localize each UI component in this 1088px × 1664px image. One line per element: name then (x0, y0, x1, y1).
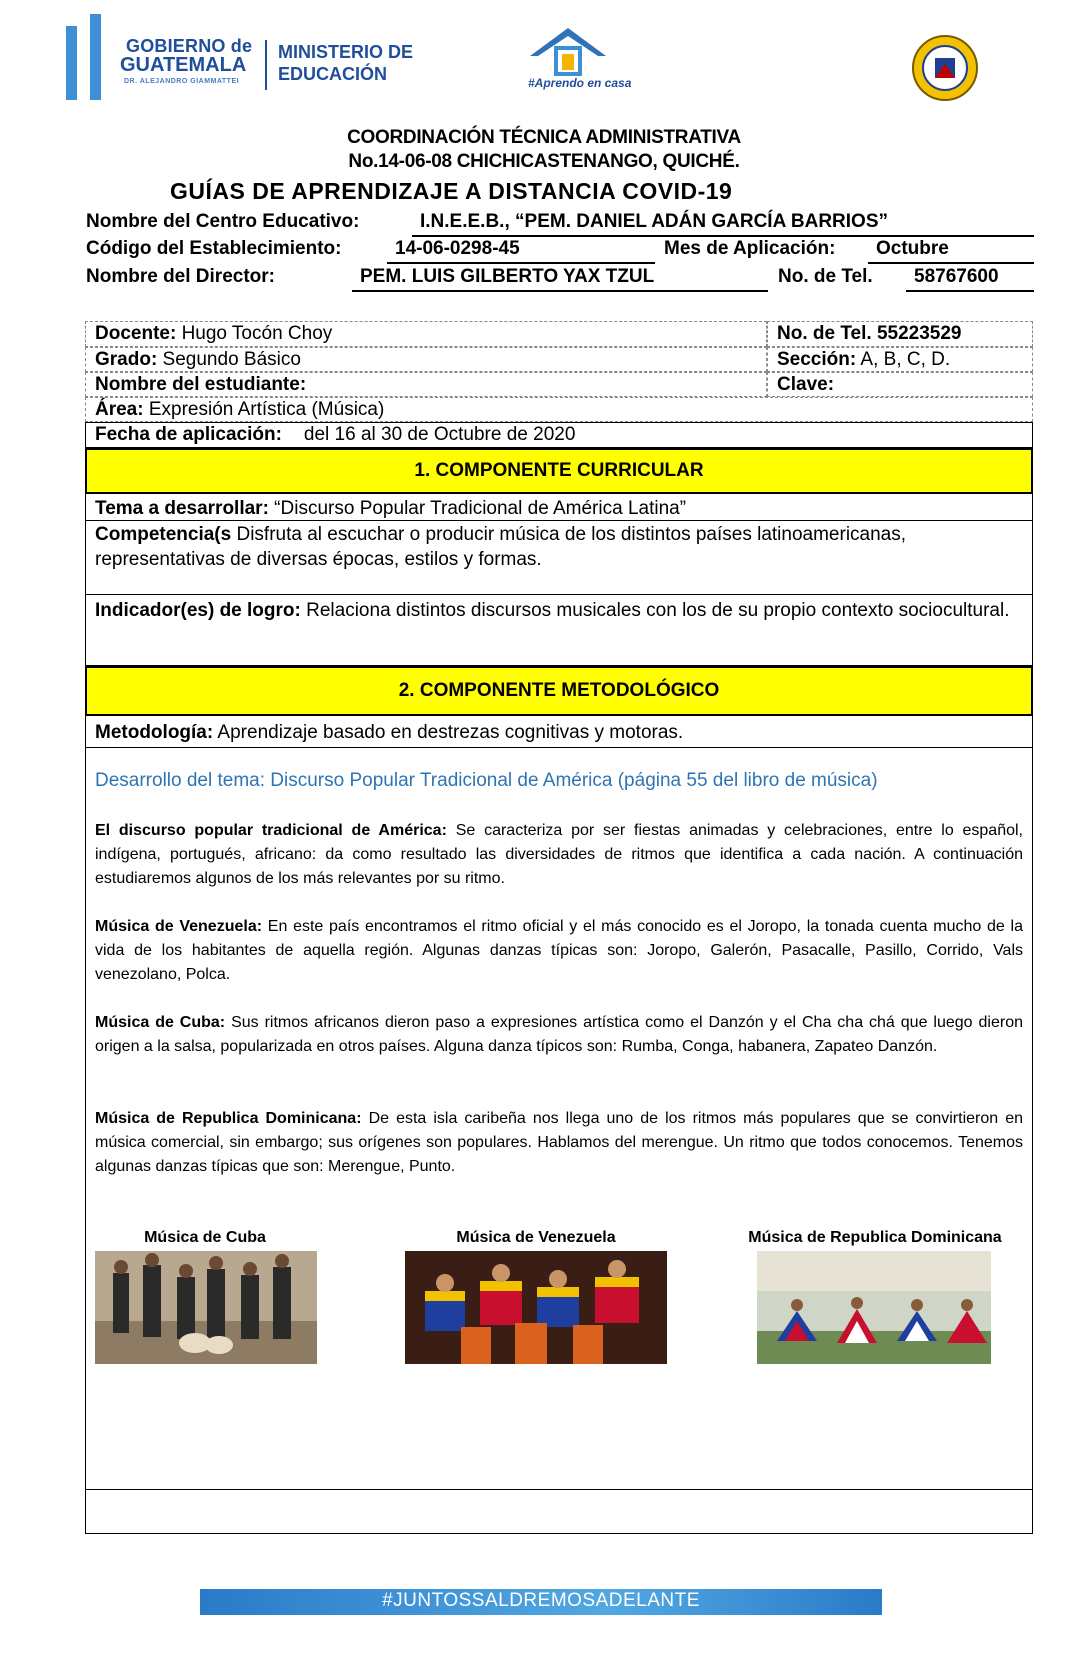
gov-logo-bar (66, 26, 77, 100)
docente-value: Hugo Tocón Choy (176, 323, 333, 344)
caption-dominicana: Música de Republica Dominicana (748, 1229, 1002, 1246)
ministry-line1: MINISTERIO DE (278, 42, 414, 62)
paragraph-text: Se caracteriza por ser fiestas animadas y celebraciones, entre lo español, indígena, portugués, africano: da como resultado las diversidades de ritmos que identifica a cada nación. A continuación estudiaremos algunos de los más relevantes por su ritmo. (95, 822, 1024, 887)
tel-value: 55223529 (871, 323, 962, 344)
tel-cell (767, 321, 1033, 347)
venezuela-photo (405, 1251, 667, 1364)
desarrollo-title: Desarrollo del tema: Discurso Popular Tradicional de América (página 55 del libro de música) (95, 770, 878, 791)
estudiante-cell[interactable] (85, 372, 767, 397)
seccion-label: Sección: (777, 349, 857, 370)
paragraph-label: Música de Cuba: (95, 1014, 226, 1031)
seccion-cell (767, 347, 1033, 372)
paragraph-label: Música de Republica Dominicana: (95, 1110, 362, 1127)
ministry-line2: EDUCACIÓN (278, 64, 388, 84)
gov-logo-line2: GUATEMALA (120, 54, 247, 76)
fecha-cell (85, 422, 1033, 448)
competencia-value: Disfruta al escuchar o producir música de los distintos países latinoamericanas, representativas de diversas épocas, estilos y formas. (95, 524, 907, 570)
guide-title: GUÍAS DE APRENDIZAJE A DISTANCIA COVID-19 (170, 178, 733, 204)
tema-row (95, 496, 1023, 521)
area-cell (85, 397, 1033, 422)
tel-director-label: No. de Tel. (778, 266, 873, 287)
gov-logo-bar (90, 14, 101, 100)
coordination-title: COORDINACIÓN TÉCNICA ADMINISTRATIVA (347, 127, 741, 148)
docente-cell (85, 321, 767, 347)
logo-divider (265, 40, 267, 90)
area-label: Área: (95, 399, 144, 420)
paragraph-text: De esta isla caribeña nos llega uno de los ritmos más populares que se convirtieron en música comercial, sin embargo; sus orígenes son populares. Hablamos del merengue. Un ritmo que todos conocemos. Tenemos algunas danzas típicas que son: Merengue, Punto. (95, 1110, 1023, 1175)
footer-hashtag: #JUNTOSSALDREMOSADELANTE (382, 1590, 700, 1611)
metodologico-header: 2. COMPONENTE METODOLÓGICO (85, 666, 1033, 716)
paragraph-cuba (95, 1011, 1023, 1059)
curricular-header: 1. COMPONENTE CURRICULAR (85, 448, 1033, 494)
gov-logo-line3: DR. ALEJANDRO GIAMMATTEI (124, 78, 240, 85)
estudiante-label: Nombre del estudiante: (95, 374, 307, 395)
cuba-photo (95, 1251, 317, 1364)
aprendo-hashtag: #Aprendo en casa (528, 76, 632, 90)
mes-label: Mes de Aplicación: (664, 238, 836, 259)
fecha-value: del 16 al 30 de Octubre de 2020 (303, 424, 576, 445)
director-value: PEM. LUIS GILBERTO YAX TZUL (352, 266, 768, 292)
caption-cuba: Música de Cuba (144, 1229, 266, 1246)
director-label: Nombre del Director: (86, 266, 275, 287)
centro-label: Nombre del Centro Educativo: (86, 211, 360, 232)
caption-venezuela: Música de Venezuela (456, 1229, 616, 1246)
mes-value: Octubre (868, 238, 1034, 264)
competencia-label: Competencia(s (95, 524, 232, 545)
tema-value: “Discurso Popular Tradicional de América Latina” (268, 498, 687, 519)
codigo-value: 14-06-0298-45 (387, 238, 655, 264)
indicador-label: Indicador(es) de logro: (95, 600, 301, 621)
gov-logo-line1: GOBIERNO de (126, 36, 253, 56)
centro-value: I.N.E.E.B., “PEM. DANIEL ADÁN GARCÍA BARRIOS” (412, 211, 1034, 237)
paragraph-text: En este país encontramos el ritmo oficial y el más conocido es el Joropo, la tonada cuenta mucho de la vida de los habitantes de aquella región. Algunas danzas típicas son: Joropo, Galerón, Pasacalle, Pasillo, Corrido, Vals venezolano, Polca. (95, 918, 1024, 983)
indicador-row (95, 598, 1023, 623)
grado-label: Grado: (95, 349, 158, 370)
tel-director-value: 58767600 (906, 266, 1034, 292)
paragraph-label: Música de Venezuela: (95, 918, 263, 935)
divider (85, 594, 1033, 595)
paragraph-text: Sus ritmos africanos dieron paso a expresiones artística como el Danzón y el Cha cha chá que luego dieron origen a la salsa, popularizada en otros países. Alguna danza típicos son: Rumba, Conga, habanera, Zapateo Danzón. (95, 1014, 1023, 1055)
metodologia-label: Metodología: (95, 722, 214, 743)
codigo-label: Código del Establecimiento: (86, 238, 342, 259)
tel-label: No. de Tel. (777, 323, 872, 344)
divider (85, 1489, 1033, 1490)
paragraph-label: El discurso popular tradicional de América: (95, 822, 447, 839)
metodologia-value: Aprendizaje basado en destrezas cognitivas y motoras. (213, 722, 684, 743)
indicador-value: Relaciona distintos discursos musicales con los de su propio contexto sociocultural. (300, 600, 1010, 621)
docente-label: Docente: (95, 323, 177, 344)
area-value: Expresión Artística (Música) (143, 399, 385, 420)
seccion-value: A, B, C, D. (856, 349, 951, 370)
clave-label: Clave: (777, 374, 835, 395)
divider (85, 747, 1033, 748)
dominicana-photo (757, 1251, 991, 1364)
competencia-row (95, 522, 1023, 572)
grado-value: Segundo Básico (157, 349, 301, 370)
paragraph-venezuela (95, 915, 1023, 987)
grado-cell (85, 347, 767, 372)
clave-cell[interactable] (767, 372, 1033, 397)
school-seal-icon (911, 34, 979, 102)
coordination-subtitle: No.14-06-08 CHICHICASTENANGO, QUICHÉ. (348, 151, 740, 172)
tema-label: Tema a desarrollar: (95, 498, 269, 519)
metodologia-row (95, 720, 1023, 745)
paragraph-dominicana (95, 1107, 1023, 1179)
fecha-label: Fecha de aplicación: (95, 424, 282, 445)
paragraph-intro (95, 819, 1023, 891)
